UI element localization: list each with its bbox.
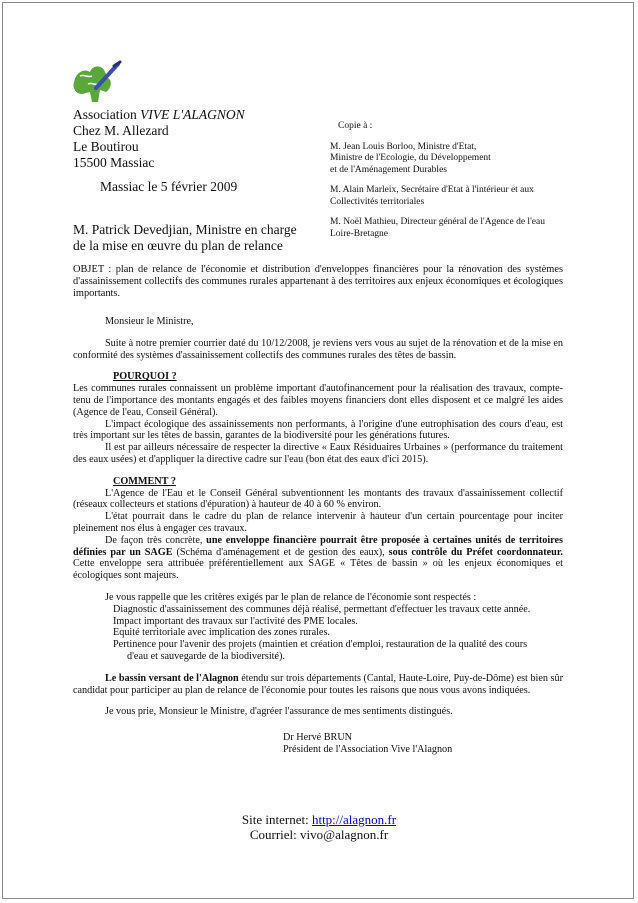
copy-entry-line: Collectivités territoriales	[330, 196, 425, 207]
letter-body	[73, 316, 563, 756]
signature-name: Dr Hervé BRUN	[283, 732, 353, 744]
copy-entry-line: et de l'Aménagement Durables	[330, 164, 447, 175]
footer-site	[0, 812, 638, 827]
criteria-item: Impact important des travaux sur l'activité des PME locales.	[113, 615, 358, 627]
criteria-intro: Je vous rappelle que les critères exigés par le plan de relance de l'économie sont respectés :	[105, 591, 477, 603]
letter-object: OBJET : plan de relance de l'économie et distribution d'enveloppes financières pour la rénovation des systèmes d'assainissement collectifs des communes rurales appartenant à des territoires aux enjeux économiques et écologiques importants.	[73, 264, 563, 300]
comment-heading: COMMENT ?	[113, 475, 176, 487]
pourquoi-paragraph-3: Il est par ailleurs nécessaire de respecter la directive « Eaux Résiduaires Urbaines » (performance du traitement des eaux usées) et d'appliquer la directive cadre sur l'eau (bon état des eaux d'ici 2015).	[73, 442, 563, 465]
email-label: Courriel:	[249, 827, 301, 842]
signature-block	[283, 732, 563, 756]
association-name: VIVE L'ALAGNON	[140, 107, 245, 122]
letter-date: Massiac le 5 février 2009	[100, 179, 238, 194]
comment-p3-b: une enveloppe financière pourrait être proposée à certaines unités de territoires définies par un SAGE	[73, 534, 563, 558]
comment-p3-d: sous contrôle du Préfet coordonnateur.	[388, 546, 563, 558]
criteria-item-continued: d'eau et sauvegarde de la biodiversité).	[127, 650, 285, 662]
footer	[0, 812, 638, 842]
copy-entry	[330, 185, 570, 208]
recipient	[73, 222, 297, 254]
criteria-item: Equité territoriale avec implication des zones rurales.	[113, 627, 330, 639]
bassin-bold: Le bassin versant de l'Alagnon	[105, 672, 239, 684]
comment-p3-a: De façon très concrète,	[105, 534, 207, 546]
copy-entry-line: Ministre de l'Ecologie, du Développement	[330, 153, 491, 163]
copy-entry-line: M. Noël Mathieu, Directeur général de l'Agence de l'eau	[330, 217, 545, 227]
comment-p3-c: (Schéma d'aménagement et de gestion des eaux),	[172, 546, 389, 558]
sender-line-4: 15500 Massiac	[73, 155, 155, 170]
comment-paragraph-2: L'état pourrait dans le cadre du plan de relance intervenir à hauteur d'un certain pourcentage pour inciter pleinement nos élus à engager ces travaux.	[73, 511, 563, 534]
copies-block	[330, 121, 570, 249]
sender-address	[73, 107, 245, 171]
recipient-line-2: de la mise en œuvre du plan de relance	[73, 238, 283, 253]
association-logo-icon	[70, 58, 124, 104]
copy-entry-line: M. Jean Louis Borloo, Ministre d'Etat,	[330, 141, 477, 152]
comment-p3-e: Cette enveloppe sera attribuée préférentiellement aux SAGE « Têtes de bassin » où les enjeux économiques et écologiques sont majeurs.	[73, 558, 563, 582]
copy-entry-line: M. Alain Marleix, Secrétaire d'Etat à l'intérieur et aux	[330, 185, 534, 195]
site-link[interactable]: http://alagnon.fr	[311, 812, 397, 827]
pourquoi-paragraph-2: L'impact écologique des assainissements non performants, à l'origine d'une eutrophisation des cours d'eau, est très important sur les têtes de bassin, garantes de la biodiversité pour les générations futures.	[73, 418, 563, 442]
pourquoi-heading: POURQUOI ?	[113, 371, 177, 383]
recipient-line-1: M. Patrick Devedjian, Ministre en charge	[73, 222, 297, 237]
association-prefix: Association	[73, 107, 137, 122]
copy-entry	[330, 217, 570, 240]
site-label: Site internet:	[241, 812, 312, 827]
sender-line-3: Le Boutirou	[73, 139, 139, 154]
sender-line-2: Chez M. Allezard	[73, 123, 169, 138]
copies-label: Copie à :	[338, 121, 373, 131]
bassin-paragraph	[73, 673, 563, 697]
bassin-rest: étendu sur trois départements (Cantal, Haute-Loire, Puy-de-Dôme) est bien sûr candidat pour participer au plan de relance de l'économie pour toutes les raisons que nous vous avons indiquées.	[73, 672, 563, 696]
email-address: vivo@alagnon.fr	[300, 827, 389, 842]
comment-paragraph-3	[73, 535, 563, 582]
closing-formula: Je vous prie, Monsieur le Ministre, d'agréer l'assurance de mes sentiments distingués.	[105, 706, 453, 718]
intro-paragraph: Suite à notre premier courrier daté du 10/12/2008, je reviens vers vous au sujet de la rénovation et de la mise en conformité des systèmes d'assainissement collectifs des communes rurales des têtes de bassin.	[73, 337, 563, 361]
footer-email	[0, 827, 638, 842]
comment-paragraph-1: L'Agence de l'Eau et le Conseil Général subventionnent les montants des travaux d'assainissement collectif (réseaux collecteurs et stations d'épuration) à hauteur de 40 à 60 % environ.	[73, 487, 563, 511]
criteria-item: Diagnostic d'assainissement des communes déjà réalisé, permettant d'effectuer les travaux cette année.	[113, 603, 531, 615]
copy-entry	[330, 142, 570, 177]
salutation: Monsieur le Ministre,	[105, 316, 194, 327]
association-line	[73, 107, 245, 123]
copy-entry-line: Loire-Bretagne	[330, 228, 389, 239]
criteria-list	[113, 604, 563, 663]
criteria-item: Pertinence pour l'avenir des projets (maintien et création d'emploi, restauration de la qualité des cours	[113, 639, 528, 651]
signature-title: Président de l'Association Vive l'Alagnon	[283, 743, 453, 755]
pourquoi-paragraph-1: Les communes rurales connaissent un problème important d'autofinancement pour la réalisation des travaux, compte-tenu de l'importance des montants engagés et des faibles moyens financiers dont elles disposent et ce malgré les aides (Agence de l'eau, Conseil Général).	[73, 383, 563, 418]
